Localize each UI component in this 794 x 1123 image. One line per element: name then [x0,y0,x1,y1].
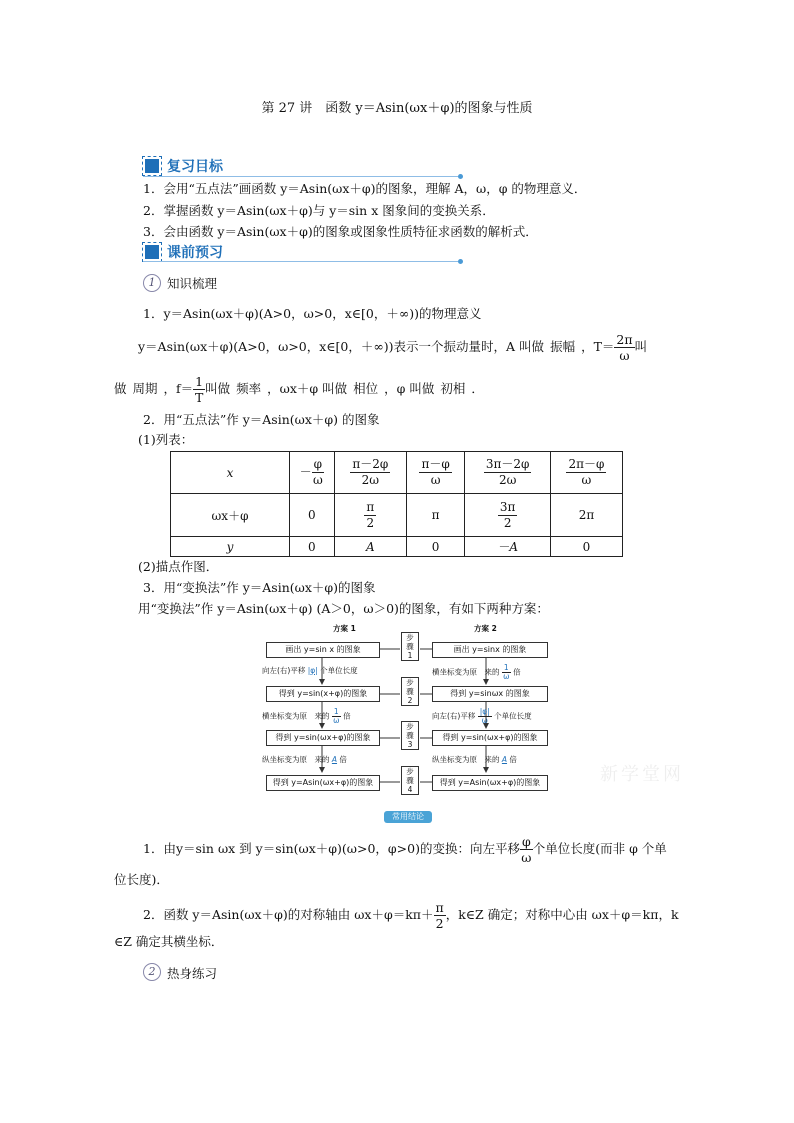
part-label-warmup: 热身练习 [167,966,218,981]
goal-item-3: 3．会由函数 y＝Asin(ωx＋φ)的图象或图象性质特征求函数的解析式． [143,224,538,239]
step-box-4: 步 骤 4 [401,766,419,795]
common-conclusion-badge: 常用结论 [384,811,432,823]
k1-text: ． [471,381,484,396]
fraction-phi-omega: $\frac{\varphi}{\omega}$ [521,834,532,865]
k2-sub2: (2)描点作图． [138,559,219,574]
table-cell: 2π [550,494,622,537]
conclusion-2-cont: ∈Z 确定其横坐标． [114,934,224,949]
table-row-label: y [171,537,290,557]
flow-box-p2-4: 得到 y=Asin(ωx+φ)的图象 [432,775,548,791]
goal-item-1: 1．会用“五点法”画函数 y＝Asin(ωx＋φ)的图象，理解 A，ω，φ 的物理意义． [143,181,587,196]
circled-number-icon: 2 [143,963,161,981]
step-box-1: 步 骤 1 [401,632,419,661]
table-row-label: x [171,452,290,494]
section-dot-icon [458,259,463,264]
k1-text: ，ωx＋φ 叫做 [267,381,348,396]
fill-blank-period: 周期 [132,381,158,396]
flow-box-p2-1: 画出 y=sinx 的图象 [432,642,548,658]
flow-box-p1-1: 画出 y=sin x 的图象 [266,642,380,658]
flow-box-p1-4: 得到 y=Asin(ωx+φ)的图象 [266,775,380,791]
part-label-knowledge: 知识梳理 [167,276,218,291]
step-box-3: 步 骤 3 [401,721,419,750]
section-heading-goals: 复习目标 [167,159,223,175]
table-cell: $\frac{2\pi-\varphi}{\omega}$ [550,452,622,494]
plan2-label: 方案 2 [474,624,497,633]
table-cell: $\frac{\pi-\varphi}{\omega}$ [406,452,465,494]
table-cell: $\frac{\pi-2\varphi}{2\omega}$ [334,452,406,494]
fraction-f: $\frac{1}{T}$ [194,374,204,405]
section-underline [143,176,458,177]
fill-blank-phase: 相位 [353,381,379,396]
k1-text: 叫 [634,339,648,354]
table-cell: $\frac{\pi}{2}$ [334,494,406,537]
k1-text: 叫做 [205,381,231,396]
flow-note-p1-2: 横坐标变为原 来的 $\frac{1}{\omega}$ 倍 [262,707,351,725]
table-row [171,452,623,494]
table-cell: $\frac{3\pi}{2}$ [465,494,550,537]
table-cell: － $\frac{\varphi}{\omega}$ [290,452,335,494]
table-cell: A [334,537,406,557]
watermark: 新学堂网 [600,764,684,785]
k1-heading: 1．y＝Asin(ωx＋φ)(A>0，ω>0，x∈[0，＋∞))的物理意义 [143,306,482,321]
plan1-label: 方案 1 [333,624,356,633]
k3-heading: 3．用“变换法”作 y＝Asin(ωx＋φ)的图象 [143,580,376,595]
k1-text: ，φ 叫做 [384,381,435,396]
k1-text: y＝Asin(ωx＋φ)(A>0，ω>0，x∈[0，＋∞))表示一个振动量时，A 叫做 [138,339,545,354]
table-cell: －A [465,537,550,557]
fill-blank-frequency: 频率 [236,381,262,396]
k2-sub1: (1)列表： [138,432,194,447]
table-cell: 0 [406,537,465,557]
table-row-label: ωx＋φ [171,494,290,537]
section-heading-preview: 课前预习 [167,245,223,261]
fraction-pi-2: $\frac{\pi}{2}$ [435,900,444,931]
k2-heading: 2．用“五点法”作 y＝Asin(ωx＋φ) 的图象 [143,412,380,427]
table-row [171,494,623,537]
section-underline [143,261,458,262]
k1-line2 [114,372,484,406]
section-square-icon [143,243,161,261]
section-square-icon [143,157,161,175]
flow-note-p1-3: 纵坐标变为原 来的 A 倍 [262,755,347,764]
circled-number-icon: 1 [143,274,161,292]
conclusion-2: 2．函数 y＝Asin(ωx＋φ)的对称轴由 ωx＋φ＝kπ＋ $\frac{\pi}{2}$ ，k∈Z 确定；对称中心由 ωx＋φ＝kπ，k [143,900,679,931]
flow-note-p2-1: 横坐标变为原 来的 $\frac{1}{\omega}$ 倍 [432,663,521,681]
flow-note-p2-3: 纵坐标变为原 来的 A 倍 [432,755,517,764]
k1-text: 做 [114,381,127,396]
flow-note-p1-1: 向左(右)平移 |φ| 个单位长度 [262,666,358,675]
table-cell: 0 [290,537,335,557]
fill-blank-amplitude: 振幅 [550,339,576,354]
flow-box-p1-2: 得到 y=sin(x+φ)的图象 [266,686,380,702]
flow-box-p1-3: 得到 y=sin(ωx+φ)的图象 [266,730,380,746]
table-cell: 0 [290,494,335,537]
flow-box-p2-3: 得到 y=sin(ωx+φ)的图象 [432,730,548,746]
flow-box-p2-2: 得到 y=sinωx 的图象 [432,686,548,702]
section-dot-icon [458,174,463,179]
goal-item-2: 2．掌握函数 y＝Asin(ωx＋φ)与 y＝sin x 图象间的变换关系． [143,203,495,218]
conclusion-1-cont: 位长度)． [114,872,169,887]
fraction-T: $\frac{2\pi}{\omega}$ [616,332,633,363]
k1-text: ，f＝ [163,381,194,396]
conclusion-1: 1．由y＝sin ωx 到 y＝sin(ωx＋φ)(ω>0，φ>0)的变换：向左平移 $\frac{\varphi}{\omega}$ 个单位长度(而非 φ 个单 [143,834,667,865]
table-cell: π [406,494,465,537]
step-box-2: 步 骤 2 [401,677,419,706]
flow-note-p2-2: 向左(右)平移 $\frac{|\varphi|}{\omega}$ 个单位长度 [432,707,532,725]
five-point-table [170,451,623,557]
page-title: 第 27 讲 函数 y＝Asin(ωx＋φ)的图象与性质 [261,101,533,116]
table-cell: $\frac{3\pi-2\varphi}{2\omega}$ [465,452,550,494]
fill-blank-initial-phase: 初相 [440,381,466,396]
k1-line1 [138,330,647,364]
k3-intro: 用“变换法”作 y＝Asin(ωx＋φ) (A＞0，ω＞0)的图象，有如下两种方案： [138,601,549,616]
k1-text: ，T＝ [581,339,615,354]
table-row [171,537,623,557]
table-cell: 0 [550,537,622,557]
